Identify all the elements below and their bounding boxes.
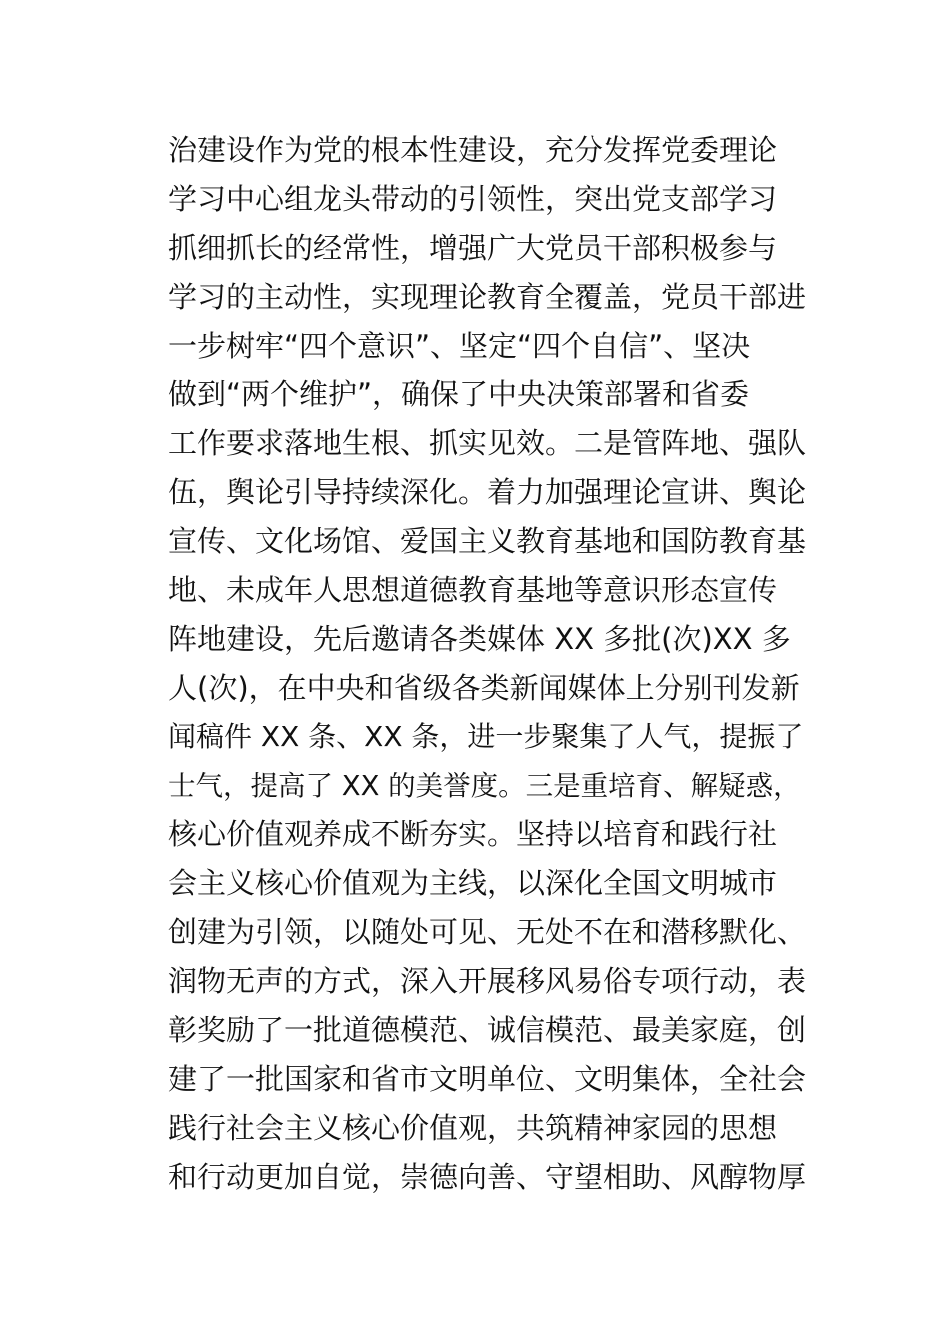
body-text (168, 126, 808, 1202)
text-line: 核心价值观养成不断夯实。坚持以培育和践行社 (168, 817, 778, 852)
text-line: 彰奖励了一批道德模范、诚信模范、最美家庭，创 (168, 1013, 807, 1048)
text-line: 宣传、文化场馆、爱国主义教育基地和国防教育基 (168, 524, 807, 559)
text-line: 做到“两个维护”，确保了中央决策部署和省委 (168, 377, 750, 412)
text-line: 阵地建设，先后邀请各类媒体 XX 多批(次)XX 多 (168, 621, 791, 656)
text-line: 地、未成年人思想道德教育基地等意识形态宣传 (168, 573, 778, 608)
text-line: 践行社会主义核心价值观，共筑精神家园的思想 (168, 1110, 778, 1145)
text-line: 抓细抓长的经常性，增强广大党员干部积极参与 (168, 230, 778, 265)
text-line: 和行动更加自觉，崇德向善、守望相助、风醇物厚 (168, 1159, 807, 1194)
text-line: 学习中心组龙头带动的引领性，突出党支部学习 (168, 181, 778, 216)
text-line: 人(次)，在中央和省级各类新闻媒体上分别刊发新 (168, 670, 800, 705)
text-line: 一步树牢“四个意识”、坚定“四个自信”、坚决 (168, 328, 751, 363)
text-line: 建了一批国家和省市文明单位、文明集体，全社会 (168, 1061, 807, 1096)
text-line: 润物无声的方式，深入开展移风易俗专项行动，表 (168, 964, 807, 999)
text-line: 会主义核心价值观为主线，以深化全国文明城市 (168, 866, 778, 901)
text-line: 创建为引领，以随处可见、无处不在和潜移默化、 (168, 915, 807, 950)
text-line: 工作要求落地生根、抓实见效。二是管阵地、强队 (168, 426, 807, 461)
text-line: 伍，舆论引导持续深化。着力加强理论宣讲、舆论 (168, 475, 807, 510)
text-line: 士气，提高了 XX 的美誉度。三是重培育、解疑惑， (168, 769, 801, 802)
text-line: 学习的主动性，实现理论教育全覆盖，党员干部进 (168, 279, 807, 314)
text-line: 治建设作为党的根本性建设，充分发挥党委理论 (168, 133, 778, 167)
text-line: 闻稿件 XX 条、XX 条，进一步聚集了人气，提振了 (168, 719, 804, 753)
